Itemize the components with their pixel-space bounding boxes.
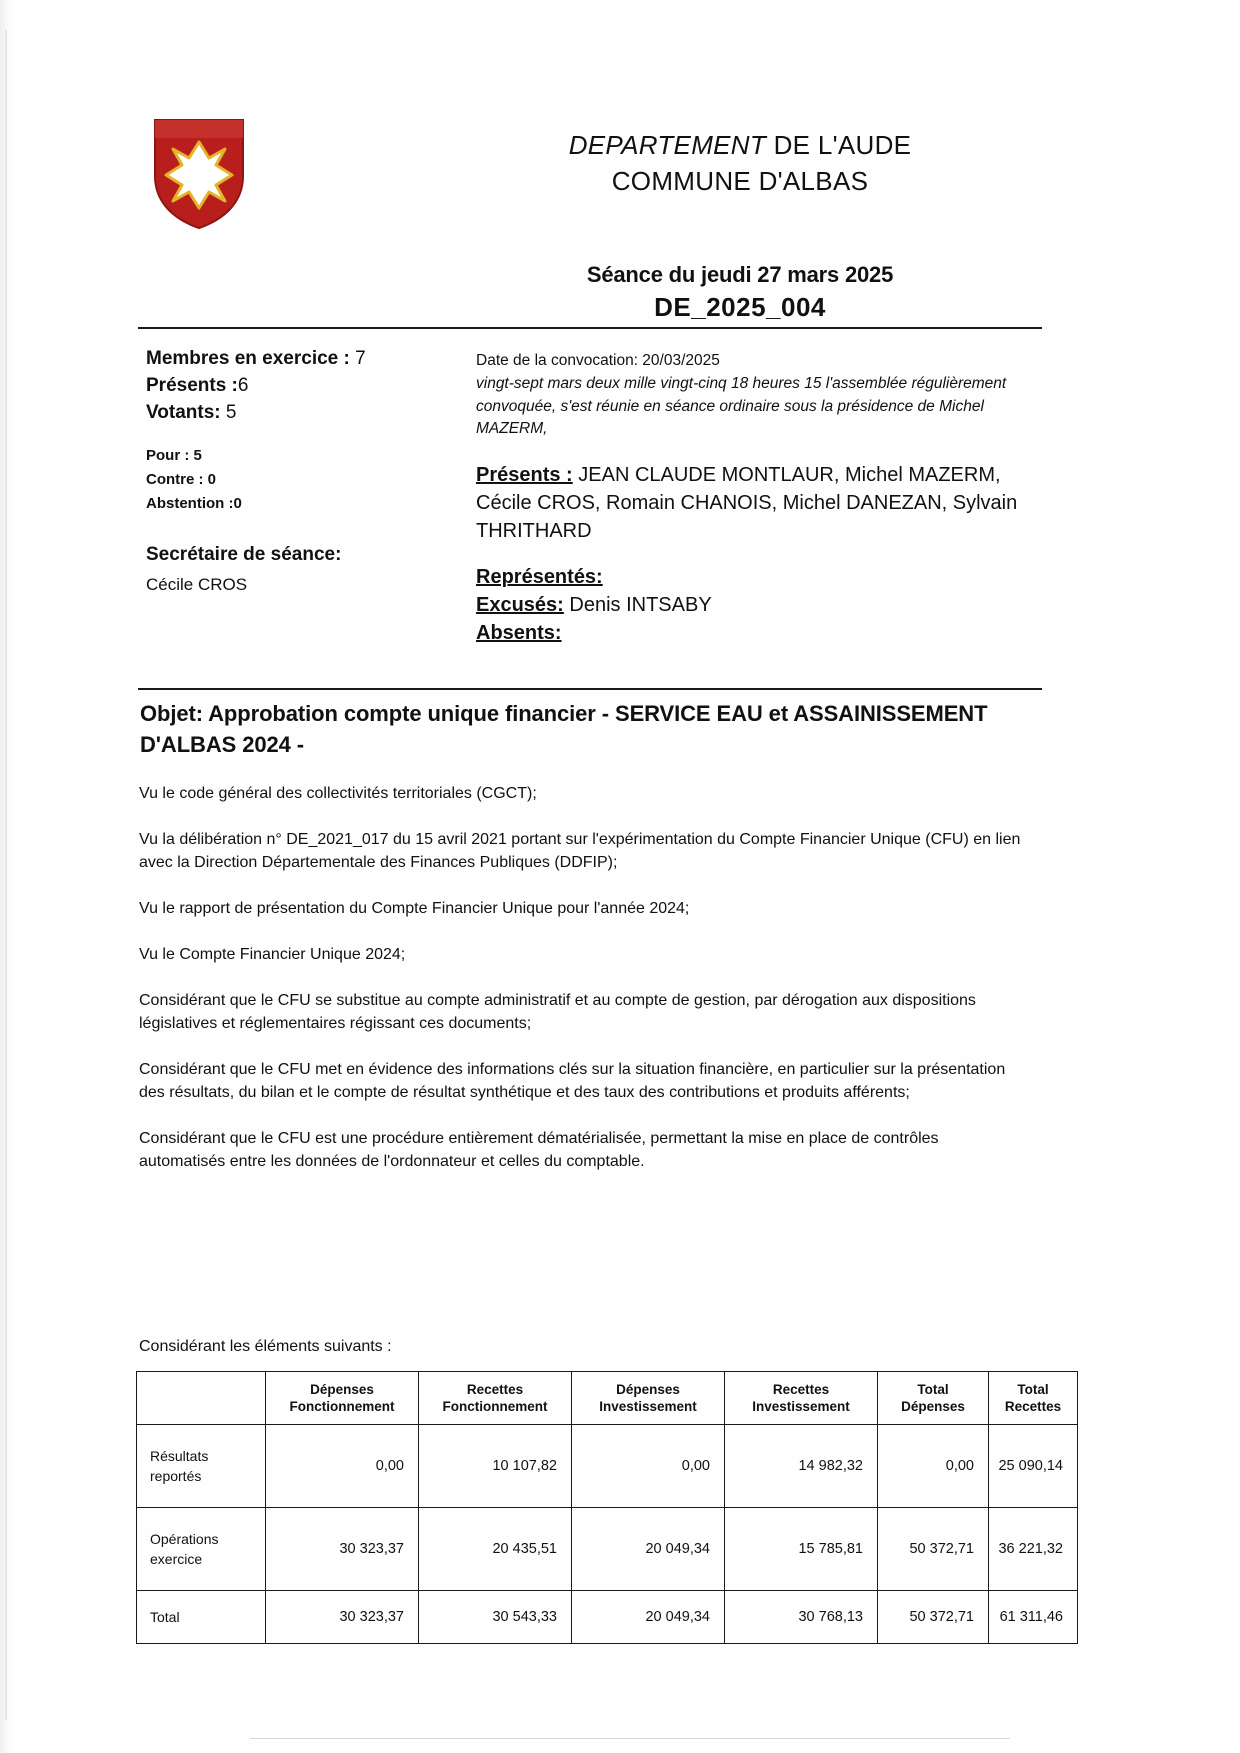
objet-title: Objet: Approbation compte unique financier - SERVICE EAU et ASSAINISSEMENT D'ALBAS 2024 -: [140, 701, 988, 757]
absents-label: Absents:: [476, 621, 562, 644]
deliberation-body: [139, 782, 1029, 1173]
col-header-line1: Dépenses: [310, 1382, 374, 1397]
membres-label: Membres en exercice :: [146, 348, 356, 369]
coat-of-arms-icon: [152, 118, 246, 230]
objet-divider: [138, 688, 1042, 690]
row-label-line2: reportés: [150, 1468, 202, 1484]
page-bottom-artifact: [250, 1738, 1010, 1739]
deliberation-reference: DE_2025_004: [654, 292, 826, 322]
representes-label: Représentés:: [476, 565, 603, 588]
row-label-total: [137, 1591, 266, 1644]
financial-summary-table: [136, 1371, 1078, 1644]
votants-count: [146, 399, 456, 426]
cell-value: 50 372,71: [878, 1591, 989, 1644]
document-header: [0, 0, 1240, 330]
cell-value: 0,00: [266, 1425, 419, 1508]
votants-label: Votants:: [146, 402, 226, 423]
cell-value: 20 435,51: [419, 1508, 572, 1591]
col-header-line1: Total Recettes: [1004, 1382, 1062, 1414]
cell-value: 30 323,37: [266, 1508, 419, 1591]
col-header-line1: Recettes: [466, 1382, 524, 1397]
excuses-value: Denis INTSABY: [563, 593, 712, 616]
cell-value: 20 049,34: [572, 1508, 725, 1591]
row-label-line1: Total: [150, 1609, 180, 1625]
cell-value: 30 543,33: [419, 1591, 572, 1644]
vote-contre: Contre : 0: [146, 471, 217, 488]
presents-section-label: Présents :: [476, 463, 573, 486]
excuses-section: [476, 591, 1036, 619]
cell-value: 25 090,14: [989, 1425, 1078, 1508]
col-header-line2: Investissement: [599, 1399, 697, 1414]
col-header-depenses-investissement: [572, 1372, 725, 1425]
table-row: [137, 1508, 1078, 1591]
session-date: Séance du jeudi 27 mars 2025: [586, 262, 894, 287]
body-paragraph: Considérant que le CFU se substitue au compte administratif et au compte de gestion, par dérogation aux dispositions législatives et réglementaires régissant ces documents;: [139, 992, 976, 1032]
col-header-total-depenses: [878, 1372, 989, 1425]
votants-value: 5: [225, 402, 237, 423]
presents-value: 6: [237, 375, 249, 396]
presents-label: Présents :: [146, 375, 238, 396]
header-divider: [138, 327, 1042, 329]
col-header-line2: Dépenses: [901, 1399, 965, 1414]
absents-section: [476, 619, 1036, 647]
table-intro: Considérant les éléments suivants :: [139, 1338, 392, 1355]
cell-value: 0,00: [878, 1425, 989, 1508]
secretaire-label: Secrétaire de séance:: [146, 544, 342, 565]
representes-section: [476, 563, 1036, 591]
department-label-rest: DE L'AUDE: [766, 130, 912, 160]
table-row: [137, 1425, 1078, 1508]
row-label-resultats-reportes: [137, 1425, 266, 1508]
commune-label: COMMUNE D'ALBAS: [611, 166, 869, 196]
row-label-line1: Résultats: [150, 1448, 209, 1464]
body-paragraph: Considérant que le CFU est une procédure entièrement dématérialisée, permettant la mise en place de contrôles automatisés entre les données de l'ordonnateur et celles du comptable.: [139, 1130, 939, 1170]
body-paragraph: Vu la délibération n° DE_2021_017 du 15 avril 2021 portant sur l'expérimentation du Compte Financier Unique (CFU) en lien avec la Direction Départementale des Finances Publiques (DDFIP);: [139, 831, 1021, 871]
row-label-line2: exercice: [150, 1551, 203, 1567]
col-header-line1: Dépenses: [616, 1382, 680, 1397]
col-header-recettes-fonctionnement: [419, 1372, 572, 1425]
membres-en-exercice: [146, 345, 456, 372]
row-label-operations-exercice: [137, 1508, 266, 1591]
cell-value: 50 372,71: [878, 1508, 989, 1591]
cell-value: 20 049,34: [572, 1591, 725, 1644]
presents-section-list: JEAN CLAUDE MONTLAUR, Michel MAZERM, Cécile CROS, Romain CHANOIS, Michel DANEZAN, Sylvain THRITHARD: [476, 463, 1018, 542]
session-block: [430, 262, 1050, 323]
body-paragraph: Considérant que le CFU met en évidence des informations clés sur la situation financière, en particulier sur la présentation des résultats, du bilan et le compte de résultat synthétique et des taux des contributions et produits afférents;: [139, 1061, 1006, 1101]
col-header-blank: [137, 1372, 266, 1425]
attendance-summary: [146, 345, 456, 598]
presents-count: [146, 372, 456, 399]
organisation-title: [430, 128, 1050, 198]
col-header-recettes-investissement: [725, 1372, 878, 1425]
body-paragraph: Vu le rapport de présentation du Compte Financier Unique pour l'année 2024;: [139, 900, 690, 917]
col-header-line1: Total: [917, 1382, 949, 1397]
col-header-depenses-fonctionnement: [266, 1372, 419, 1425]
convocation-date: Date de la convocation: 20/03/2025: [476, 352, 720, 369]
vote-abstention: Abstention :0: [146, 495, 242, 512]
cell-value: 61 311,46: [989, 1591, 1078, 1644]
department-label-italic: DEPARTEMENT: [568, 130, 767, 160]
cell-value: 10 107,82: [419, 1425, 572, 1508]
col-header-line2: Fonctionnement: [289, 1399, 395, 1414]
cell-value: 15 785,81: [725, 1508, 878, 1591]
table-header-row: [137, 1372, 1078, 1425]
presents-section: [476, 461, 1036, 545]
cell-value: 14 982,32: [725, 1425, 878, 1508]
cell-value: 0,00: [572, 1425, 725, 1508]
table-row: [137, 1591, 1078, 1644]
cell-value: 30 323,37: [266, 1591, 419, 1644]
col-header-line2: Fonctionnement: [442, 1399, 548, 1414]
row-label-line1: Opérations: [150, 1531, 219, 1547]
excuses-label: Excusés:: [476, 593, 564, 616]
col-header-line1: Recettes: [772, 1382, 830, 1397]
col-header-total-recettes: [989, 1372, 1078, 1425]
convocation-text: vingt-sept mars deux mille vingt-cinq 18 heures 15 l'assemblée régulièrement convoquée, s'est réunie en séance ordinaire sous la présidence de Michel MAZERM,: [476, 375, 1007, 437]
col-header-line2: Investissement: [752, 1399, 850, 1414]
body-paragraph: Vu le Compte Financier Unique 2024;: [139, 946, 406, 963]
secretaire-value: Cécile CROS: [146, 575, 248, 594]
body-paragraph: Vu le code général des collectivités territoriales (CGCT);: [139, 785, 537, 802]
cell-value: 30 768,13: [725, 1591, 878, 1644]
cell-value: 36 221,32: [989, 1508, 1078, 1591]
convocation-block: [476, 350, 1036, 647]
vote-pour: Pour : 5: [146, 447, 202, 464]
membres-value: 7: [355, 348, 366, 369]
